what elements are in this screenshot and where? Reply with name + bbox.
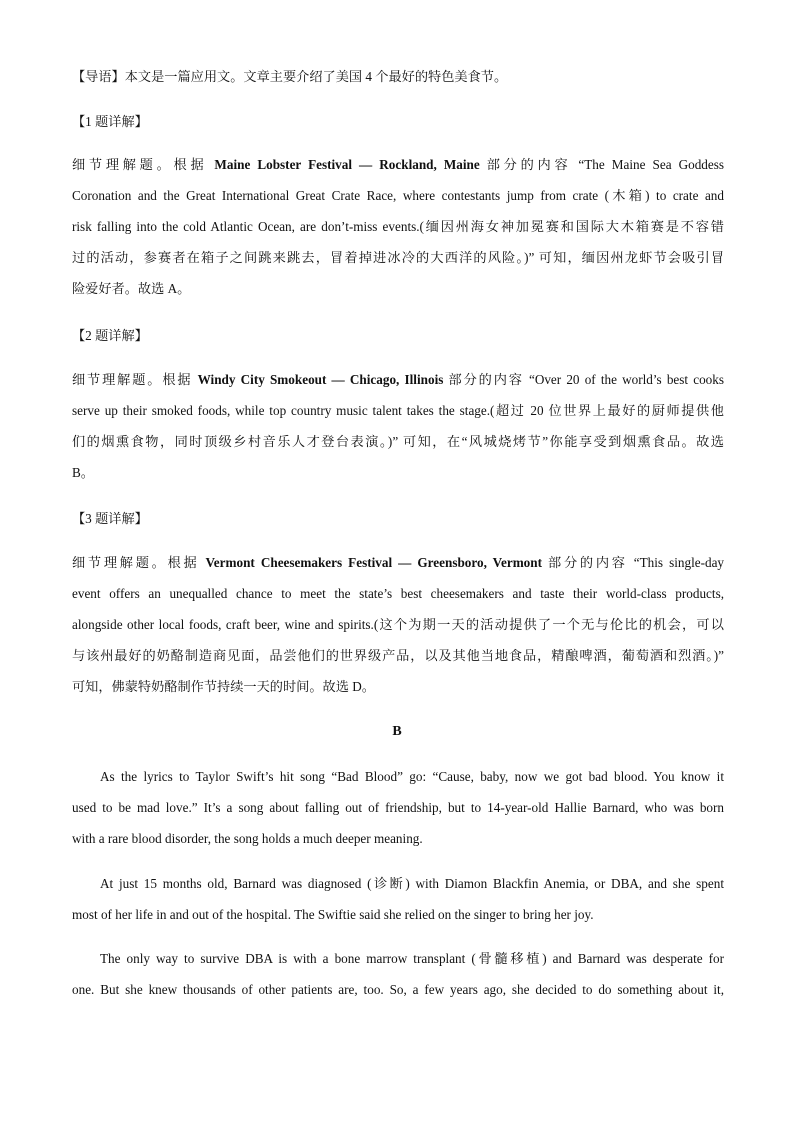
q1-line-2: Coronation and the Great International Great Crate Race, where contestants jump from crate (木箱) to crate and xyxy=(72,188,724,203)
p1-line-3: with a rare blood disorder, the song holds a much deeper meaning. xyxy=(72,831,423,846)
q1-heading-text: 【1 题详解】 xyxy=(72,114,148,129)
q1-heading xyxy=(72,106,724,137)
q2-line-1 xyxy=(72,364,724,395)
q1-line-4: 过的活动，参赛者在箱子之间跳来跳去，冒着掉进冰冷的大西洋的风险。)” 可知，缅因州龙虾节会吸引冒 xyxy=(72,250,724,265)
q3-line-5: 可知，佛蒙特奶酪制作节持续一天的时间。故选 D。 xyxy=(72,679,375,694)
q2-explanation xyxy=(72,364,724,488)
q3-line-3: alongside other local foods, craft beer, wine and spirits.(这个为期一天的活动提供了一个无与伦比的机会，可以 xyxy=(72,617,724,632)
q2-line-2: serve up their smoked foods, while top country music talent takes the stage.(超过 20 位世界上最好的厨师提供他 xyxy=(72,403,724,418)
intro-text: 【导语】本文是一篇应用文。文章主要介绍了美国 4 个最好的特色美食节。 xyxy=(72,69,508,84)
q1-section-name: Maine Lobster Festival — Rockland, Maine xyxy=(214,157,480,172)
q3-line-1-tail: 部分的内容 “This single-day xyxy=(542,555,725,570)
q2-line-1-lead: 细节理解题。根据 xyxy=(72,372,198,387)
q3-explanation xyxy=(72,547,724,702)
q2-heading xyxy=(72,320,724,351)
q2-section-name: Windy City Smokeout — Chicago, Illinois xyxy=(197,372,444,387)
q2-line-4: B。 xyxy=(72,465,94,480)
q1-line-1 xyxy=(72,149,724,180)
p1-line-1: As the lyrics to Taylor Swift’s hit song “Bad Blood” go: “Cause, baby, now we got bad blood. You know it xyxy=(100,769,724,784)
p1-line-2: used to be mad love.” It’s a song about falling out of friendship, but to 14-year-old Hallie Barnard, who was born xyxy=(72,800,724,815)
q3-line-1-lead: 细节理解题。根据 xyxy=(72,555,206,570)
passage-paragraph-2 xyxy=(72,868,724,930)
q1-explanation xyxy=(72,149,724,304)
q1-line-1-lead: 细节理解题。根据 xyxy=(72,157,215,172)
q2-line-3: 们的烟熏食物，同时顶级乡村音乐人才登台表演。)” 可知，在“风城烧烤节”你能享受到烟熏食品。故选 xyxy=(72,434,724,449)
intro-paragraph xyxy=(72,61,724,92)
q3-heading xyxy=(72,503,724,534)
q1-line-1-tail: 部分的内容 “The Maine Sea Goddess xyxy=(479,157,725,172)
q1-line-3: risk falling into the cold Atlantic Ocean, are don’t-miss events.(缅因州海女神加冕赛和国际大木箱赛是不容错 xyxy=(72,219,724,234)
q3-line-4: 与该州最好的奶酪制造商见面，品尝他们的世界级产品，以及其他当地食品，精酿啤酒，葡萄酒和烈酒。)” xyxy=(72,648,724,663)
p3-line-2: one. But she knew thousands of other patients are, too. So, a few years ago, she decided to do something about it, xyxy=(72,982,724,997)
p2-line-1: At just 15 months old, Barnard was diagnosed (诊断) with Diamon Blackfin Anemia, or DBA, and she spent xyxy=(100,876,724,891)
q3-section-name: Vermont Cheesemakers Festival — Greensboro, Vermont xyxy=(205,555,543,570)
passage-paragraph-3 xyxy=(72,943,724,1005)
q2-heading-text: 【2 题详解】 xyxy=(72,328,148,343)
q3-line-2: event offers an unequalled chance to meet the state’s best cheesemakers and taste their world-class products, xyxy=(72,586,724,601)
p3-line-1: The only way to survive DBA is with a bone marrow transplant (骨髓移植) and Barnard was desperate for xyxy=(100,951,724,966)
p2-line-2: most of her life in and out of the hospital. The Swiftie said she relied on the singer to bring her joy. xyxy=(72,907,594,922)
section-b-title: B xyxy=(392,724,402,739)
passage-paragraph-1 xyxy=(72,761,724,854)
q3-line-1 xyxy=(72,547,724,578)
q3-heading-text: 【3 题详解】 xyxy=(72,511,148,526)
q2-line-1-tail: 部分的内容 “Over 20 of the world’s best cooks xyxy=(443,372,725,387)
q1-line-5: 险爱好者。故选 A。 xyxy=(72,281,191,296)
